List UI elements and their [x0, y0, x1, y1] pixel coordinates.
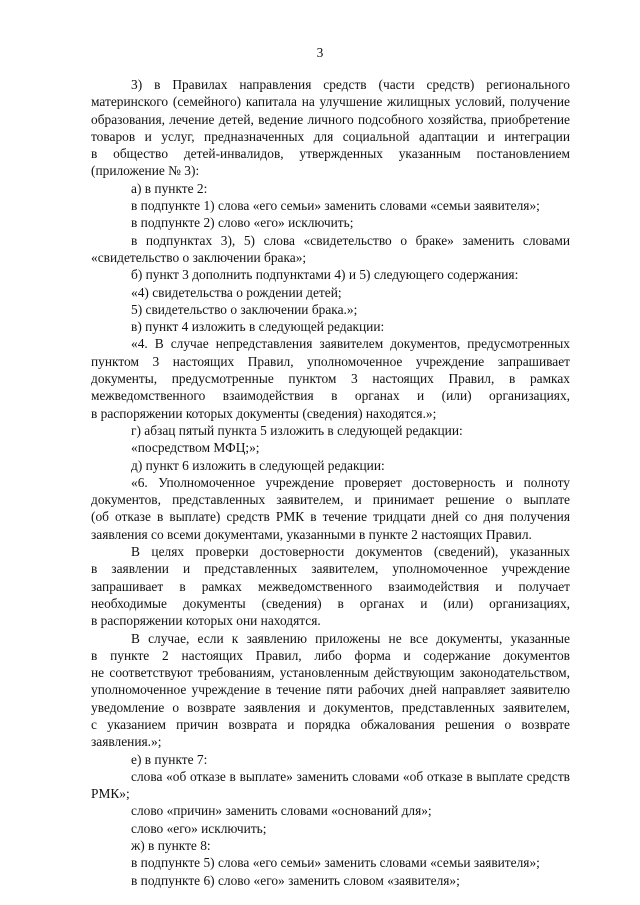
paragraph	[91, 232, 570, 267]
text-line: в распоряжении которых они находятся.	[91, 613, 321, 629]
text-line: 5) свидетельство о заключении брака.»;	[131, 301, 358, 317]
paragraph	[91, 802, 570, 819]
paragraph	[91, 318, 570, 335]
text-line: «посредством МФЦ;»;	[131, 440, 260, 456]
text-line: необходимые документы (сведения) в органах и (или) организациях,	[91, 595, 570, 611]
text-line: в подпунктах 3), 5) слова «свидетельство о браке» заменить словами	[131, 232, 570, 248]
paragraph	[91, 197, 570, 214]
text-line: «свидетельство о заключении брака»;	[91, 249, 307, 265]
paragraph	[91, 335, 570, 421]
text-line: д) пункт 6 изложить в следующей редакции:	[131, 457, 385, 473]
text-line: «6. Уполномоченное учреждение проверяет достоверность и полноту	[131, 474, 570, 490]
paragraph	[91, 837, 570, 854]
text-line: запрашивает в рамках межведомственного взаимодействия и получает	[91, 578, 570, 594]
paragraph	[91, 301, 570, 318]
paragraph	[91, 854, 570, 871]
paragraph	[91, 630, 570, 751]
text-line: «4. В случае непредставления заявителем документов, предусмотренных	[131, 336, 570, 352]
page-number: 3	[316, 45, 324, 60]
text-line: документов, представленных заявителем, и принимает решение о выплате	[91, 492, 570, 508]
paragraph	[91, 76, 570, 180]
text-line: В случае, если к заявлению приложены не все документы, указанные	[131, 630, 570, 646]
text-line: слово «его» исключить;	[131, 820, 267, 836]
text-line: материнского (семейного) капитала на улучшение жилищных условий, получение	[91, 94, 570, 110]
text-line: слова «об отказе в выплате» заменить словами «об отказе в выплате средств	[131, 768, 570, 784]
text-line: образования, лечение детей, ведение личного подсобного хозяйства, приобретение	[91, 111, 570, 127]
text-line: не соответствуют требованиям, установленным действующим законодательством,	[91, 665, 570, 681]
text-line: б) пункт 3 дополнить подпунктами 4) и 5) следующего содержания:	[131, 267, 519, 283]
text-line: 3) в Правилах направления средств (части средств) регионального	[131, 77, 570, 92]
text-line: в распоряжении которых документы (сведения) находятся.»;	[91, 405, 437, 421]
text-line: с указанием причин возврата и порядка обжалования решения о возврате	[91, 716, 570, 732]
text-line: в) пункт 4 изложить в следующей редакции:	[131, 319, 385, 335]
text-line: в подпункте 5) слова «его семьи» заменить словами «семьи заявителя»;	[131, 855, 540, 871]
text-line: товаров и услуг, предназначенных для социальной адаптации и интеграции	[91, 128, 570, 144]
paragraph	[91, 439, 570, 456]
text-line: в подпункте 6) слово «его» заменить словом «заявителя»;	[131, 872, 460, 888]
paragraph	[91, 543, 570, 629]
text-line: (об отказе в выплате) средств РМК в течение тридцати дней со дня получения	[91, 509, 570, 525]
text-line: ж) в пункте 8:	[131, 838, 211, 854]
text-line: документы, предусмотренные пунктом 3 настоящих Правил, в рамках	[91, 371, 570, 387]
paragraph	[91, 180, 570, 197]
paragraph	[91, 284, 570, 301]
text-line: в пункте 2 настоящих Правил, либо форма и содержание документов	[91, 647, 570, 663]
paragraph	[91, 820, 570, 837]
text-line: в подпункте 1) слова «его семьи» заменить словами «семьи заявителя»;	[131, 198, 540, 214]
text-line: заявления.»;	[91, 734, 162, 750]
text-line: пунктом 3 настоящих Правил, уполномоченное учреждение запрашивает	[91, 353, 570, 369]
text-line: В целях проверки достоверности документов (сведений), указанных	[131, 544, 570, 560]
paragraph	[91, 751, 570, 768]
paragraph	[91, 474, 570, 543]
text-line: (приложение № 3):	[91, 163, 200, 179]
text-line: заявления со всеми документами, указанными в пункте 2 настоящих Правил.	[91, 526, 532, 542]
text-line: в подпункте 2) слово «его» исключить;	[131, 215, 354, 231]
text-line: в заявлении и представленных заявителем, уполномоченное учреждение	[91, 561, 570, 577]
paragraph	[91, 422, 570, 439]
paragraph	[91, 768, 570, 803]
paragraph	[91, 214, 570, 231]
paragraph	[91, 872, 570, 889]
text-line: е) в пункте 7:	[131, 751, 208, 767]
text-line: РМК»;	[91, 786, 130, 802]
text-line: в обществo детей-инвалидов, утвержденных указанным постановлением	[91, 146, 570, 162]
paragraph	[91, 457, 570, 474]
text-line: уведомление о возврате заявления и документов, представленных заявителем,	[91, 699, 570, 715]
document-body	[91, 76, 570, 889]
paragraph	[91, 266, 570, 283]
text-line: а) в пункте 2:	[131, 180, 208, 196]
text-line: уполномоченное учреждение в течение пяти рабочих дней направляет заявителю	[91, 682, 570, 698]
text-line: слово «причин» заменить словами «оснований для»;	[131, 803, 432, 819]
text-line: «4) свидетельства о рождении детей;	[131, 284, 342, 300]
text-line: г) абзац пятый пункта 5 изложить в следующей редакции:	[131, 422, 463, 438]
text-line: межведомственного взаимодействия в органах и (или) организациях,	[91, 388, 570, 404]
